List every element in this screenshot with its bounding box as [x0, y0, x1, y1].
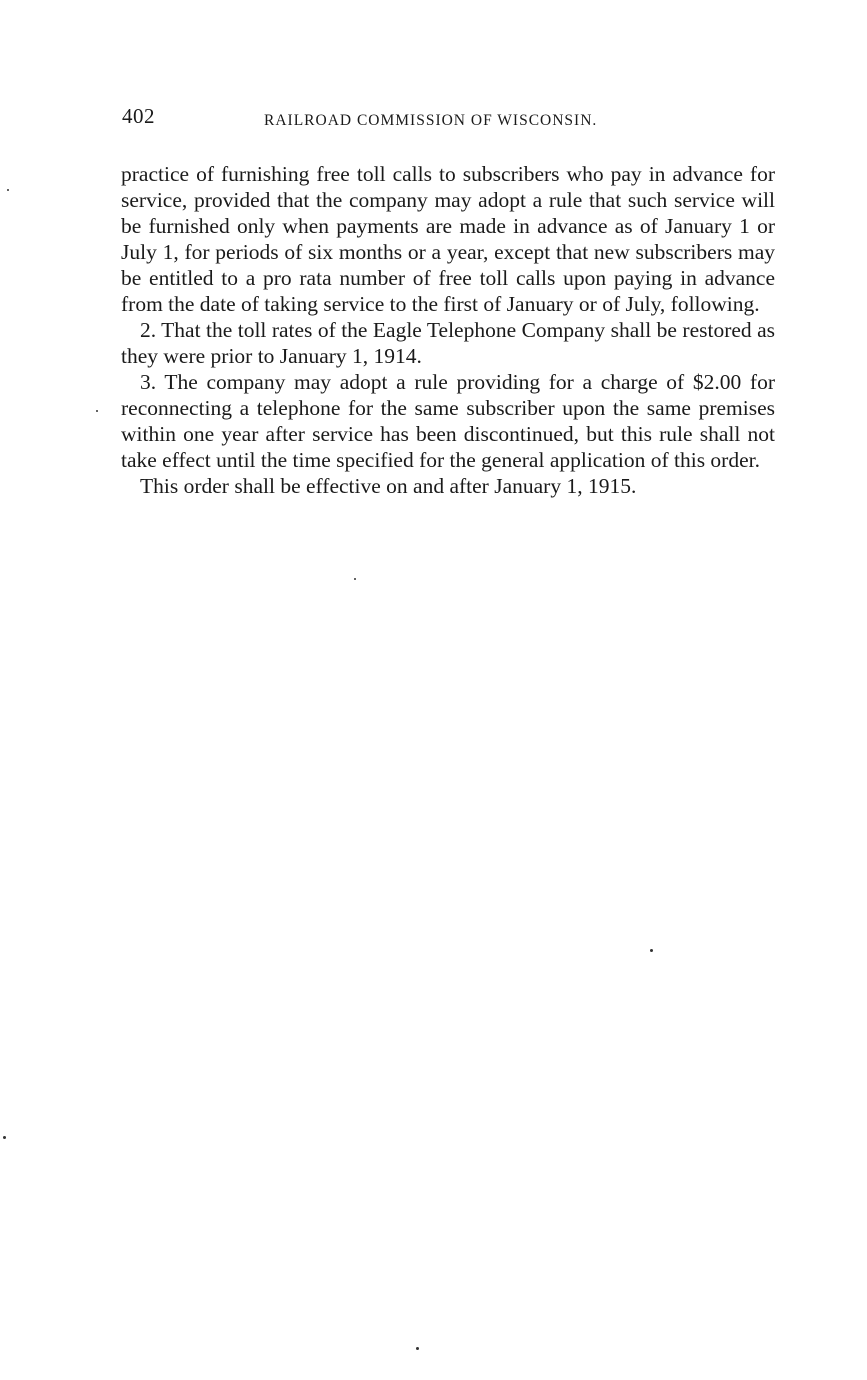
scan-speck: [96, 410, 98, 412]
scan-speck: [354, 578, 356, 580]
page-header: [122, 104, 774, 134]
page-number: 402: [122, 104, 155, 128]
scan-speck: [7, 189, 9, 191]
running-head: RAILROAD COMMISSION OF WISCONSIN.: [264, 112, 598, 129]
paragraph-continuation: practice of furnishing free toll calls to subscribers who pay in advance for service, provided that the company may adopt a rule that such service will be furnished only when payments are made in advance as of January 1 or July 1, for periods of six months or a year, except that new subscribers may be entitled to a pro rata number of free toll calls upon paying in advance from the date of taking service to the first of January or of July, following.: [121, 162, 775, 316]
paragraph-item-3: 3. The company may adopt a rule providing for a charge of $2.00 for reconnecting a telephone for the same subscriber upon the same premises within one year after service has been discontinued, but this rule shall not take effect until the time specified for the general application of this order.: [121, 370, 775, 472]
scan-speck: [650, 949, 653, 952]
scan-speck: [416, 1347, 419, 1350]
body-text: [121, 161, 775, 499]
paragraph-item-2: 2. That the toll rates of the Eagle Telephone Company shall be restored as they were prior to January 1, 1914.: [121, 318, 775, 368]
paragraph-effective-date: This order shall be effective on and after January 1, 1915.: [140, 474, 637, 498]
scan-speck: [3, 1136, 6, 1139]
